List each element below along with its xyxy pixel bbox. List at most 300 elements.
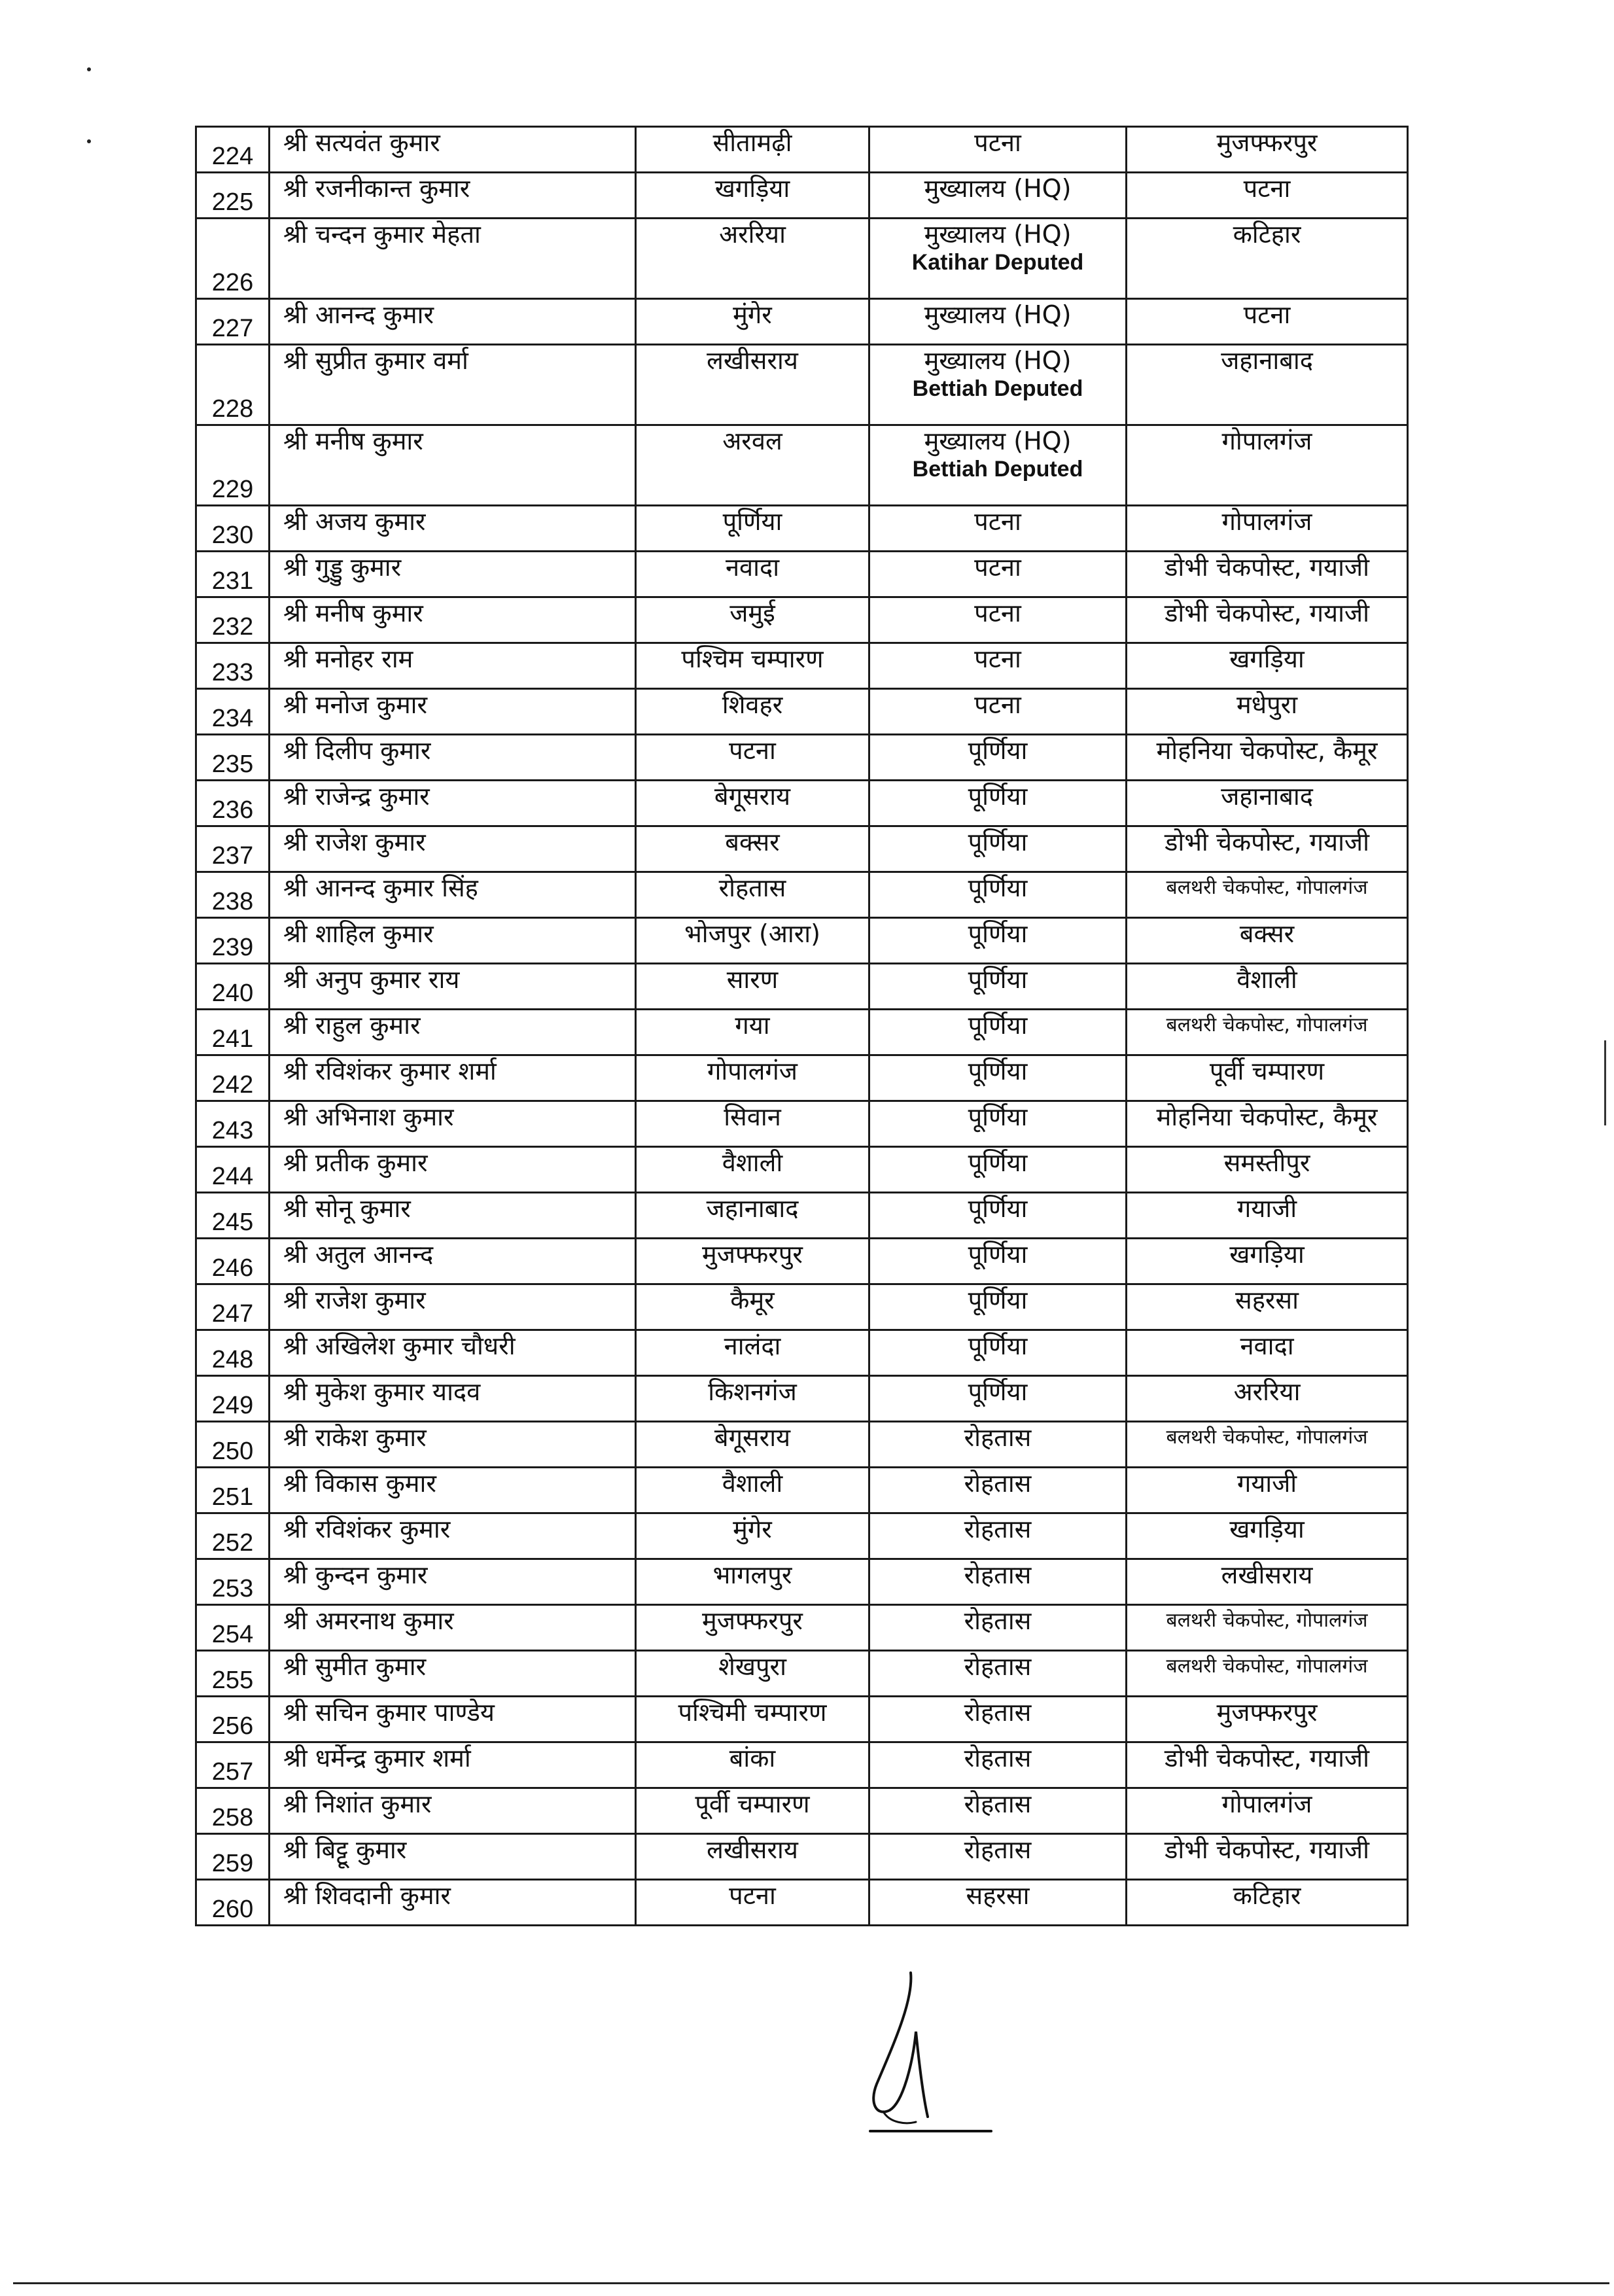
serial-number-text: 245 xyxy=(211,1209,254,1236)
new-posting-cell xyxy=(1127,345,1408,425)
new-posting-text: समस्तीपुर xyxy=(1223,1148,1310,1177)
table-row xyxy=(196,506,1408,552)
home-district-cell xyxy=(636,826,869,872)
employee-name-text: श्री मनीष कुमार xyxy=(283,427,423,455)
employee-name-cell xyxy=(270,1513,636,1559)
new-posting-cell xyxy=(1127,964,1408,1010)
home-district-cell xyxy=(636,1513,869,1559)
employee-name-text: श्री राजेश कुमार xyxy=(283,1286,426,1315)
current-posting-cell xyxy=(869,1193,1127,1239)
new-posting-text: जहानाबाद xyxy=(1221,346,1313,375)
home-district-cell xyxy=(636,1468,869,1513)
new-posting-cell xyxy=(1127,552,1408,597)
serial-number-cell xyxy=(196,1193,270,1239)
serial-number-cell xyxy=(196,826,270,872)
table-row xyxy=(196,1193,1408,1239)
current-posting-cell xyxy=(869,425,1127,506)
serial-number-cell xyxy=(196,689,270,735)
current-posting-text: पूर्णिया xyxy=(968,1103,1028,1131)
home-district-cell xyxy=(636,1330,869,1376)
home-district-text: बेगूसराय xyxy=(714,782,791,811)
employee-name-cell xyxy=(270,1193,636,1239)
home-district-cell xyxy=(636,219,869,299)
new-posting-cell xyxy=(1127,1742,1408,1788)
edge-mark xyxy=(1604,1040,1606,1125)
current-posting-text: पूर्णिया xyxy=(968,1377,1028,1406)
home-district-cell xyxy=(636,872,869,918)
deputation-note: Katihar Deputed xyxy=(911,250,1084,275)
home-district-text: पश्चिमी चम्पारण xyxy=(678,1698,827,1727)
employee-name-cell xyxy=(270,1284,636,1330)
new-posting-cell xyxy=(1127,1330,1408,1376)
serial-number-cell xyxy=(196,1788,270,1834)
home-district-cell xyxy=(636,1559,869,1605)
serial-number-text: 242 xyxy=(211,1071,254,1099)
home-district-text: किशनगंज xyxy=(708,1377,797,1406)
home-district-cell xyxy=(636,127,869,173)
new-posting-cell xyxy=(1127,1284,1408,1330)
serial-number-cell xyxy=(196,1513,270,1559)
employee-name-text: श्री अजय कुमार xyxy=(283,507,426,536)
home-district-cell xyxy=(636,1788,869,1834)
current-posting-cell xyxy=(869,1788,1127,1834)
new-posting-text: गोपालगंज xyxy=(1221,427,1312,455)
serial-number-text: 257 xyxy=(211,1758,254,1786)
employee-name-cell xyxy=(270,345,636,425)
home-district-cell xyxy=(636,781,869,826)
serial-number-text: 258 xyxy=(211,1804,254,1831)
current-posting-cell xyxy=(869,173,1127,219)
new-posting-text: अररिया xyxy=(1233,1377,1301,1406)
employee-name-text: श्री दिलीप कुमार xyxy=(283,736,431,765)
home-district-text: भोजपुर (आरा) xyxy=(684,919,820,948)
home-district-text: बांका xyxy=(729,1744,776,1773)
employee-name-text: श्री विकास कुमार xyxy=(283,1469,436,1498)
home-district-cell xyxy=(636,506,869,552)
serial-number-text: 241 xyxy=(211,1025,254,1053)
margin-dot xyxy=(87,67,91,71)
serial-number-text: 248 xyxy=(211,1346,254,1373)
employee-name-text: श्री राकेश कुमार xyxy=(283,1423,427,1452)
home-district-cell xyxy=(636,1605,869,1651)
serial-number-text: 236 xyxy=(211,796,254,824)
home-district-text: शेखपुरा xyxy=(718,1652,786,1681)
home-district-text: लखीसराय xyxy=(707,346,798,375)
new-posting-cell xyxy=(1127,781,1408,826)
current-posting-cell xyxy=(869,127,1127,173)
serial-number-text: 225 xyxy=(211,188,254,216)
home-district-text: पूर्णिया xyxy=(722,507,782,536)
serial-number-text: 247 xyxy=(211,1300,254,1328)
home-district-cell xyxy=(636,1193,869,1239)
current-posting-text: पूर्णिया xyxy=(968,874,1028,902)
home-district-cell xyxy=(636,1101,869,1147)
new-posting-cell xyxy=(1127,872,1408,918)
table-row xyxy=(196,1559,1408,1605)
new-posting-cell xyxy=(1127,1605,1408,1651)
home-district-text: सिवान xyxy=(724,1103,781,1131)
employee-name-cell xyxy=(270,1834,636,1880)
employee-name-text: श्री मुकेश कुमार यादव xyxy=(283,1377,481,1406)
employee-name-text: श्री गुड्डु कुमार xyxy=(283,553,402,582)
current-posting-text: पटना xyxy=(974,128,1021,157)
new-posting-cell xyxy=(1127,918,1408,964)
new-posting-cell xyxy=(1127,1788,1408,1834)
current-posting-text: मुख्यालय (HQ) xyxy=(924,174,1072,203)
home-district-text: कैमूर xyxy=(730,1286,775,1315)
serial-number-cell xyxy=(196,506,270,552)
new-posting-cell xyxy=(1127,597,1408,643)
serial-number-text: 256 xyxy=(211,1712,254,1740)
new-posting-cell xyxy=(1127,735,1408,781)
current-posting-text: रोहतास xyxy=(964,1606,1032,1635)
current-posting-cell xyxy=(869,826,1127,872)
home-district-text: मुजफ्फरपुर xyxy=(702,1606,803,1635)
serial-number-text: 250 xyxy=(211,1438,254,1465)
table-row xyxy=(196,1010,1408,1055)
current-posting-text: रोहतास xyxy=(964,1423,1032,1452)
employee-name-cell xyxy=(270,1376,636,1422)
table-row xyxy=(196,1742,1408,1788)
new-posting-cell xyxy=(1127,1697,1408,1742)
footer-rule xyxy=(13,2282,1609,2284)
employee-name-cell xyxy=(270,1422,636,1468)
table-row xyxy=(196,689,1408,735)
transfer-table-body xyxy=(196,127,1408,1926)
home-district-cell xyxy=(636,1376,869,1422)
table-row xyxy=(196,345,1408,425)
new-posting-cell xyxy=(1127,1055,1408,1101)
home-district-text: वैशाली xyxy=(722,1469,783,1498)
current-posting-text: रोहतास xyxy=(964,1835,1032,1864)
employee-name-text: श्री कुन्दन कुमार xyxy=(283,1561,428,1589)
new-posting-text: जहानाबाद xyxy=(1221,782,1313,811)
serial-number-cell xyxy=(196,1422,270,1468)
serial-number-text: 232 xyxy=(211,613,254,641)
new-posting-text: बक्सर xyxy=(1239,919,1295,948)
table-row xyxy=(196,1605,1408,1651)
current-posting-text: रोहतास xyxy=(964,1515,1032,1544)
new-posting-text: पटना xyxy=(1243,300,1291,329)
current-posting-text: पूर्णिया xyxy=(968,736,1028,765)
new-posting-cell xyxy=(1127,826,1408,872)
home-district-cell xyxy=(636,173,869,219)
employee-name-cell xyxy=(270,643,636,689)
table-row xyxy=(196,1468,1408,1513)
employee-name-text: श्री धर्मेन्द्र कुमार शर्मा xyxy=(283,1744,471,1773)
home-district-cell xyxy=(636,345,869,425)
employee-name-cell xyxy=(270,1742,636,1788)
serial-number-text: 246 xyxy=(211,1254,254,1282)
current-posting-cell xyxy=(869,1422,1127,1468)
new-posting-text: डोभी चेकपोस्ट, गयाजी xyxy=(1165,553,1369,582)
current-posting-text: मुख्यालय (HQ) xyxy=(924,427,1072,455)
current-posting-cell xyxy=(869,1239,1127,1284)
new-posting-text: डोभी चेकपोस्ट, गयाजी xyxy=(1165,1744,1369,1773)
serial-number-text: 259 xyxy=(211,1850,254,1877)
home-district-cell xyxy=(636,1239,869,1284)
employee-name-cell xyxy=(270,1605,636,1651)
serial-number-cell xyxy=(196,1559,270,1605)
serial-number-text: 233 xyxy=(211,659,254,686)
employee-name-text: श्री सत्यवंत कुमार xyxy=(283,128,440,157)
new-posting-text: कटिहार xyxy=(1233,1881,1301,1910)
home-district-cell xyxy=(636,918,869,964)
new-posting-cell xyxy=(1127,173,1408,219)
serial-number-cell xyxy=(196,781,270,826)
current-posting-cell xyxy=(869,1697,1127,1742)
serial-number-cell xyxy=(196,643,270,689)
employee-name-cell xyxy=(270,964,636,1010)
current-posting-cell xyxy=(869,1330,1127,1376)
current-posting-text: मुख्यालय (HQ) xyxy=(924,300,1072,329)
home-district-text: नवादा xyxy=(725,553,780,582)
serial-number-text: 235 xyxy=(211,751,254,778)
new-posting-text: कटिहार xyxy=(1233,220,1301,249)
current-posting-cell xyxy=(869,918,1127,964)
employee-name-cell xyxy=(270,597,636,643)
serial-number-cell xyxy=(196,219,270,299)
new-posting-cell xyxy=(1127,1376,1408,1422)
employee-name-text: श्री अमरनाथ कुमार xyxy=(283,1606,454,1635)
current-posting-text: पूर्णिया xyxy=(968,1057,1028,1086)
serial-number-cell xyxy=(196,1239,270,1284)
employee-name-text: श्री रजनीकान्त कुमार xyxy=(283,174,470,203)
current-posting-text: पूर्णिया xyxy=(968,1148,1028,1177)
current-posting-text: रोहतास xyxy=(964,1744,1032,1773)
new-posting-text: गोपालगंज xyxy=(1221,1790,1312,1818)
home-district-cell xyxy=(636,689,869,735)
employee-name-cell xyxy=(270,1697,636,1742)
employee-name-text: श्री सुप्रीत कुमार वर्मा xyxy=(283,346,468,375)
table-row xyxy=(196,964,1408,1010)
new-posting-text: मधेपुरा xyxy=(1236,690,1298,719)
current-posting-cell xyxy=(869,781,1127,826)
employee-name-cell xyxy=(270,425,636,506)
home-district-cell xyxy=(636,1010,869,1055)
table-row xyxy=(196,299,1408,345)
employee-name-cell xyxy=(270,299,636,345)
signature-icon xyxy=(851,1960,1008,2143)
table-row xyxy=(196,1513,1408,1559)
employee-name-cell xyxy=(270,1147,636,1193)
current-posting-text: पूर्णिया xyxy=(968,1332,1028,1360)
new-posting-text: खगड़िया xyxy=(1229,1240,1305,1269)
current-posting-cell xyxy=(869,1880,1127,1926)
serial-number-text: 230 xyxy=(211,521,254,549)
table-row xyxy=(196,643,1408,689)
serial-number-cell xyxy=(196,1742,270,1788)
new-posting-text: गोपालगंज xyxy=(1221,507,1312,536)
current-posting-cell xyxy=(869,506,1127,552)
current-posting-text: रोहतास xyxy=(964,1561,1032,1589)
serial-number-cell xyxy=(196,127,270,173)
new-posting-cell xyxy=(1127,643,1408,689)
serial-number-text: 231 xyxy=(211,567,254,595)
home-district-cell xyxy=(636,1834,869,1880)
new-posting-text: डोभी चेकपोस्ट, गयाजी xyxy=(1165,828,1369,857)
employee-name-text: श्री राजेन्द्र कुमार xyxy=(283,782,430,811)
new-posting-text: मोहनिया चेकपोस्ट, कैमूर xyxy=(1156,1103,1378,1131)
employee-name-text: श्री अखिलेश कुमार चौधरी xyxy=(283,1332,516,1360)
employee-name-cell xyxy=(270,1880,636,1926)
new-posting-cell xyxy=(1127,1468,1408,1513)
margin-dot xyxy=(87,139,91,143)
employee-name-cell xyxy=(270,826,636,872)
home-district-text: रोहतास xyxy=(718,874,786,902)
table-row xyxy=(196,1376,1408,1422)
serial-number-cell xyxy=(196,918,270,964)
home-district-text: अरवल xyxy=(722,427,782,455)
employee-name-cell xyxy=(270,552,636,597)
table-row xyxy=(196,425,1408,506)
home-district-cell xyxy=(636,425,869,506)
new-posting-text: मोहनिया चेकपोस्ट, कैमूर xyxy=(1156,736,1378,765)
table-row xyxy=(196,1147,1408,1193)
current-posting-text: पटना xyxy=(974,507,1021,536)
serial-number-cell xyxy=(196,1651,270,1697)
home-district-cell xyxy=(636,1422,869,1468)
employee-name-text: श्री अतुल आनन्द xyxy=(283,1240,434,1269)
serial-number-text: 251 xyxy=(211,1483,254,1511)
employee-name-text: श्री सचिन कुमार पाण्डेय xyxy=(283,1698,495,1727)
serial-number-text: 238 xyxy=(211,888,254,915)
new-posting-text: नवादा xyxy=(1240,1332,1294,1360)
new-posting-text: सहरसा xyxy=(1235,1286,1299,1315)
new-posting-text: पूर्वी चम्पारण xyxy=(1209,1057,1325,1086)
serial-number-cell xyxy=(196,1330,270,1376)
current-posting-text: पूर्णिया xyxy=(968,1240,1028,1269)
current-posting-cell xyxy=(869,1605,1127,1651)
serial-number-cell xyxy=(196,1880,270,1926)
serial-number-text: 260 xyxy=(211,1896,254,1923)
serial-number-cell xyxy=(196,1468,270,1513)
new-posting-cell xyxy=(1127,299,1408,345)
employee-name-text: श्री मनीष कुमार xyxy=(283,599,423,627)
employee-name-text: श्री अनुप कुमार राय xyxy=(283,965,460,994)
table-row xyxy=(196,173,1408,219)
home-district-cell xyxy=(636,597,869,643)
home-district-text: नालंदा xyxy=(724,1332,781,1360)
employee-name-text: श्री शिवदानी कुमार xyxy=(283,1881,451,1910)
deputation-note: Bettiah Deputed xyxy=(912,376,1083,401)
current-posting-cell xyxy=(869,872,1127,918)
current-posting-text: पूर्णिया xyxy=(968,782,1028,811)
current-posting-text: रोहतास xyxy=(964,1790,1032,1818)
home-district-text: जमुई xyxy=(729,599,775,627)
home-district-cell xyxy=(636,1284,869,1330)
table-row xyxy=(196,1101,1408,1147)
home-district-cell xyxy=(636,1880,869,1926)
employee-name-cell xyxy=(270,735,636,781)
home-district-text: पटना xyxy=(729,736,776,765)
employee-name-text: श्री आनन्द कुमार xyxy=(283,300,434,329)
home-district-cell xyxy=(636,964,869,1010)
home-district-text: मुंगेर xyxy=(733,300,772,329)
employee-name-text: श्री अभिनाश कुमार xyxy=(283,1103,454,1131)
serial-number-cell xyxy=(196,345,270,425)
home-district-text: खगड़िया xyxy=(714,174,790,203)
employee-name-cell xyxy=(270,127,636,173)
new-posting-cell xyxy=(1127,219,1408,299)
new-posting-text: बलथरी चेकपोस्ट, गोपालगंज xyxy=(1166,1655,1368,1678)
deputation-note: Bettiah Deputed xyxy=(912,457,1083,482)
serial-number-text: 234 xyxy=(211,705,254,732)
employee-name-cell xyxy=(270,872,636,918)
home-district-text: पटना xyxy=(729,1881,776,1910)
current-posting-cell xyxy=(869,1376,1127,1422)
serial-number-text: 239 xyxy=(211,934,254,961)
employee-name-cell xyxy=(270,781,636,826)
current-posting-text: मुख्यालय (HQ) xyxy=(924,346,1072,375)
employee-name-text: श्री मनोहर राम xyxy=(283,645,413,673)
employee-name-text: श्री सुमीत कुमार xyxy=(283,1652,427,1681)
employee-name-cell xyxy=(270,1055,636,1101)
home-district-cell xyxy=(636,735,869,781)
employee-name-text: श्री प्रतीक कुमार xyxy=(283,1148,428,1177)
employee-name-cell xyxy=(270,1468,636,1513)
home-district-cell xyxy=(636,1697,869,1742)
new-posting-cell xyxy=(1127,425,1408,506)
new-posting-text: गयाजी xyxy=(1237,1469,1297,1498)
serial-number-text: 240 xyxy=(211,980,254,1007)
home-district-text: मुंगेर xyxy=(733,1515,772,1544)
home-district-text: पश्चिम चम्पारण xyxy=(681,645,824,673)
employee-name-cell xyxy=(270,1788,636,1834)
table-row xyxy=(196,219,1408,299)
table-row xyxy=(196,1055,1408,1101)
home-district-text: लखीसराय xyxy=(707,1835,798,1864)
serial-number-cell xyxy=(196,552,270,597)
serial-number-cell xyxy=(196,597,270,643)
serial-number-cell xyxy=(196,173,270,219)
new-posting-text: बलथरी चेकपोस्ट, गोपालगंज xyxy=(1166,1426,1368,1449)
home-district-text: जहानाबाद xyxy=(706,1194,799,1223)
serial-number-cell xyxy=(196,964,270,1010)
table-row xyxy=(196,1880,1408,1926)
serial-number-text: 254 xyxy=(211,1621,254,1648)
home-district-cell xyxy=(636,1055,869,1101)
table-row xyxy=(196,127,1408,173)
serial-number-text: 228 xyxy=(211,395,254,423)
home-district-cell xyxy=(636,1147,869,1193)
employee-name-cell xyxy=(270,918,636,964)
current-posting-text: पटना xyxy=(974,553,1021,582)
serial-number-cell xyxy=(196,425,270,506)
current-posting-text: पटना xyxy=(974,599,1021,627)
current-posting-text: पूर्णिया xyxy=(968,965,1028,994)
table-row xyxy=(196,735,1408,781)
new-posting-cell xyxy=(1127,1880,1408,1926)
table-row xyxy=(196,826,1408,872)
new-posting-cell xyxy=(1127,1147,1408,1193)
serial-number-cell xyxy=(196,299,270,345)
current-posting-text: रोहतास xyxy=(964,1698,1032,1727)
new-posting-cell xyxy=(1127,1834,1408,1880)
home-district-text: सीतामढ़ी xyxy=(712,128,792,157)
current-posting-cell xyxy=(869,1559,1127,1605)
home-district-cell xyxy=(636,643,869,689)
new-posting-cell xyxy=(1127,1239,1408,1284)
serial-number-cell xyxy=(196,1605,270,1651)
new-posting-cell xyxy=(1127,1101,1408,1147)
transfer-table xyxy=(195,126,1409,1926)
current-posting-cell xyxy=(869,964,1127,1010)
home-district-text: पूर्वी चम्पारण xyxy=(695,1790,810,1818)
table-row xyxy=(196,781,1408,826)
serial-number-cell xyxy=(196,1834,270,1880)
home-district-text: शिवहर xyxy=(722,690,783,719)
